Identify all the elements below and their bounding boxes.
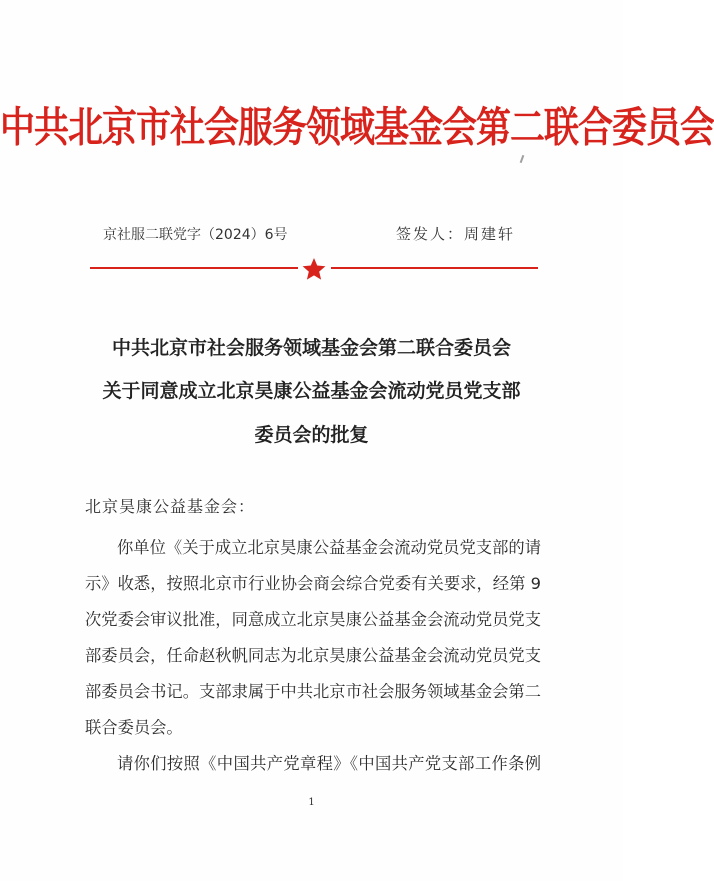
page-number: 1 [308,797,315,808]
body-text-line: 部委员会，任命赵秋帆同志为北京昊康公益基金会流动党员党支 [85,646,541,665]
body-text-line: 示》收悉，按照北京市行业协会商会综合党委有关要求，经第 9 [85,574,541,593]
body-text-line: 次党委会审议批准，同意成立北京昊康公益基金会流动党员党支 [85,610,541,629]
signer: 签发人：周建轩 [396,225,516,243]
document-number: 京社服二联党字（2024）6号 [103,227,288,243]
document-title-line-2: 关于同意成立北京昊康公益基金会流动党员党支部 [102,380,521,402]
body-text-line: 请你们按照《中国共产党章程》《中国共产党支部工作条例 [117,754,541,773]
star-icon [303,258,326,280]
body-text-line: 部委员会书记。支部隶属于中共北京市社会服务领域基金会第二 [85,682,541,701]
salutation: 北京昊康公益基金会： [85,497,256,516]
scan-mark [520,155,525,163]
body-text-line: 你单位《关于成立北京昊康公益基金会流动党员党支部的请 [117,538,541,557]
document-title-line-3: 委员会的批复 [254,424,369,446]
document-title-line-1: 中共北京市社会服务领域基金会第二联合委员会 [111,337,511,359]
body-text-line: 联合委员会。 [85,718,183,737]
red-separator [90,258,538,282]
masthead-title: 中共北京市社会服务领域基金会第二联合委员会 [0,104,714,153]
